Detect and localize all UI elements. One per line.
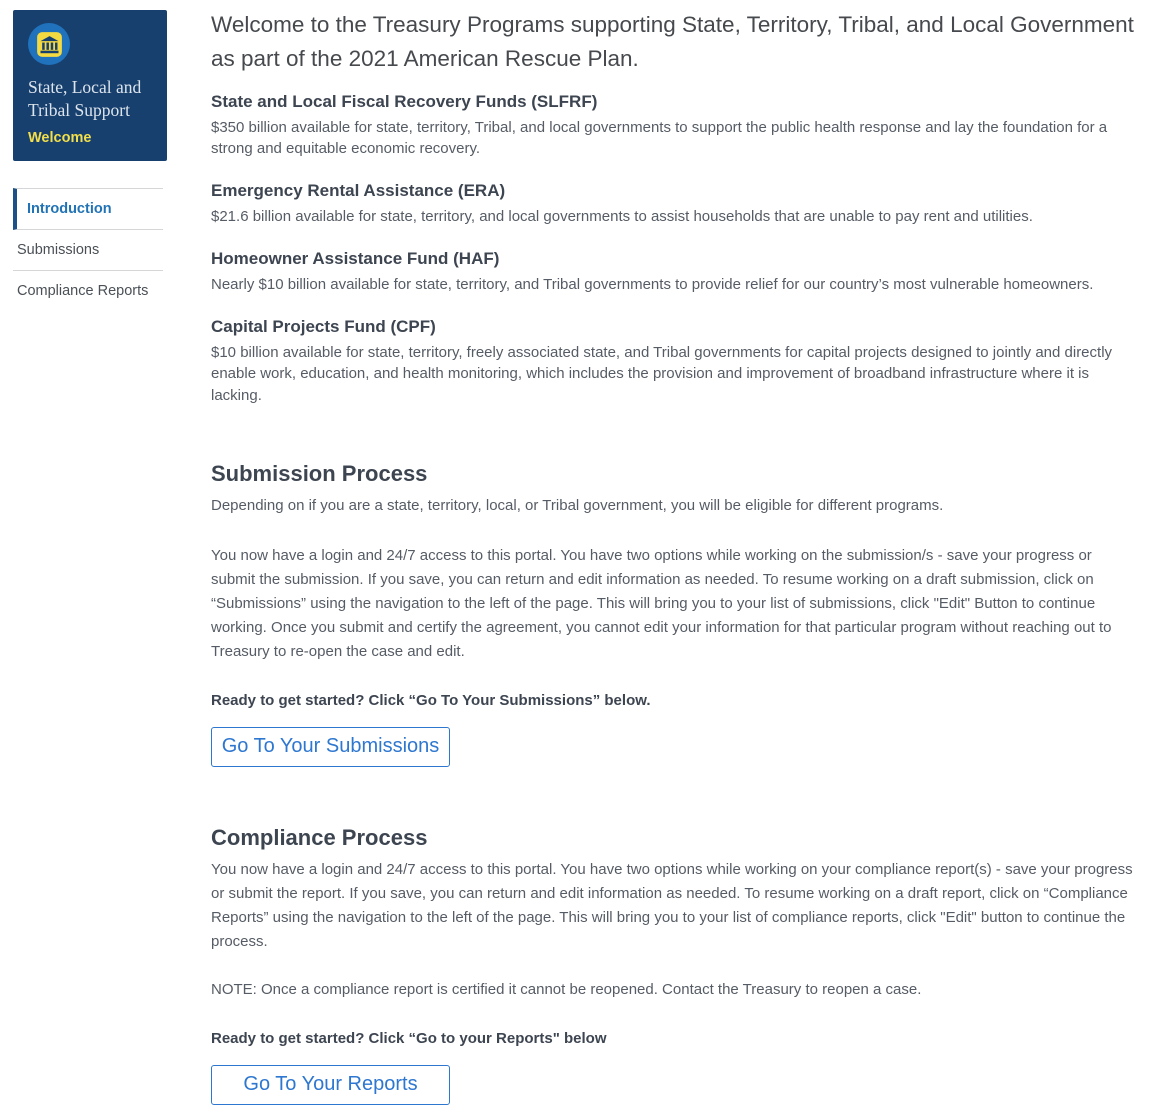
program-description: $350 billion available for state, territory, Tribal, and local governments to support the public health response and lay the foundation for a strong and equitable economic recovery. bbox=[211, 118, 1108, 158]
submission-eligibility-text: Depending on if you are a state, territory, local, or Tribal government, you will be eligible for different programs. bbox=[211, 496, 944, 514]
program-section-era bbox=[211, 181, 1136, 228]
sidebar bbox=[0, 0, 183, 311]
sidebar-item-submissions[interactable]: Submissions bbox=[13, 230, 163, 271]
bank-building-icon bbox=[36, 31, 63, 58]
compliance-note-text: NOTE: Once a compliance report is certified it cannot be reopened. Contact the Treasury to reopen a case. bbox=[211, 980, 922, 998]
submission-ready-text: Ready to get started? Click “Go To Your Submissions” below. bbox=[211, 691, 651, 709]
app-subtitle-welcome: Welcome bbox=[28, 130, 92, 147]
program-title: Homeowner Assistance Fund (HAF) bbox=[211, 248, 500, 268]
compliance-button-row bbox=[211, 1065, 1136, 1105]
compliance-instructions-text: You now have a login and 24/7 access to this portal. You have two options while working on your compliance report(s) - save your progress or submit the report. If you save, you can return and edit information as needed. To resume working on a draft report, click on “Compliance Reports” using the navigation to the left of the page. This will bring you to your list of compliance reports, click "Edit" button to continue the process. bbox=[211, 860, 1133, 950]
submission-instructions-text: You now have a login and 24/7 access to this portal. You have two options while working on the submission/s - save your progress or submit the submission. If you save, you can return and edit information as needed. To resume working on a draft submission, click on “Submissions” using the navigation to the left of the page. This will bring you to your list of submissions, click "Edit" Button to continue working. Once you submit and certify the agreement, you cannot edit your information for that particular program without reaching out to Treasury to re-open the case and edit. bbox=[211, 546, 1112, 660]
page-title: Welcome to the Treasury Programs supporting State, Territory, Tribal, and Local Government as part of the 2021 American Rescue Plan. bbox=[211, 12, 1134, 71]
submission-button-row bbox=[211, 727, 1136, 767]
sidebar-nav bbox=[13, 188, 163, 311]
app-title: State, Local and Tribal Support bbox=[28, 77, 142, 121]
compliance-process-title: Compliance Process bbox=[211, 824, 428, 850]
program-description: $10 billion available for state, territory, freely associated state, and Tribal governments for capital projects designed to jointly and directly enable work, education, and health monitoring, which includes the provision and improvement of broadband infrastructure where it is lacking. bbox=[211, 343, 1113, 404]
compliance-ready-text: Ready to get started? Click “Go to your Reports" below bbox=[211, 1029, 607, 1047]
program-section-cpf bbox=[211, 317, 1136, 407]
program-section-haf bbox=[211, 249, 1136, 296]
compliance-process-section bbox=[211, 825, 1136, 1105]
treasury-seal-circle bbox=[28, 23, 70, 65]
submission-process-section bbox=[211, 461, 1136, 767]
sidebar-item-introduction[interactable]: Introduction bbox=[13, 188, 163, 230]
program-title: Capital Projects Fund (CPF) bbox=[211, 316, 436, 336]
program-description: Nearly $10 billion available for state, territory, and Tribal governments to provide relief for our country’s most vulnerable homeowners. bbox=[211, 275, 1094, 293]
submission-process-title: Submission Process bbox=[211, 460, 428, 486]
program-title: State and Local Fiscal Recovery Funds (SLFRF) bbox=[211, 91, 598, 111]
sidebar-item-compliance-reports[interactable]: Compliance Reports bbox=[17, 283, 149, 300]
app-logo-card bbox=[13, 10, 167, 161]
go-to-reports-button[interactable]: Go To Your Reports bbox=[211, 1065, 450, 1105]
program-title: Emergency Rental Assistance (ERA) bbox=[211, 181, 506, 200]
program-section-slfrf bbox=[211, 92, 1136, 161]
go-to-submissions-button[interactable]: Go To Your Submissions bbox=[211, 727, 450, 767]
main-content bbox=[183, 0, 1176, 1105]
program-description: $21.6 billion available for state, territory, and local governments to assist households that are unable to pay rent and utilities. bbox=[211, 208, 1033, 225]
